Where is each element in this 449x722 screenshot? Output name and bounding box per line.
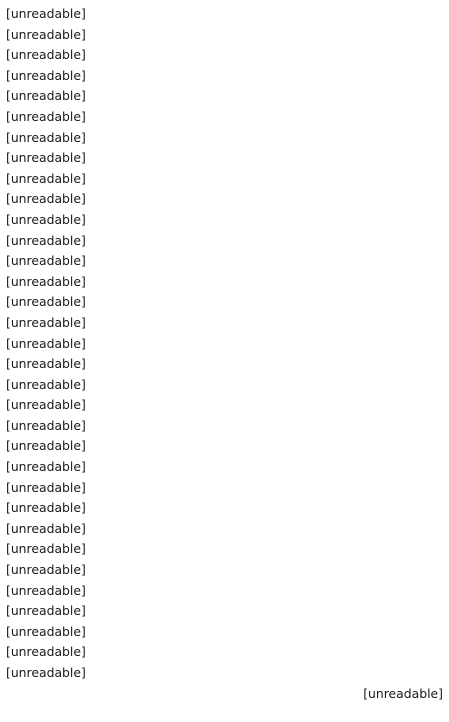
article-line: [unreadable] — [6, 479, 86, 495]
article-line: [unreadable] — [6, 459, 86, 475]
article-line: [unreadable] — [6, 6, 86, 21]
article-line: [unreadable] — [6, 397, 86, 413]
article-line: [unreadable] — [6, 294, 86, 310]
article-line: [unreadable] — [6, 665, 86, 680]
article-line: [unreadable] — [6, 26, 86, 42]
article-line: [unreadable] — [6, 520, 86, 536]
article-line: [unreadable] — [6, 67, 86, 83]
article-line: [unreadable] — [6, 129, 86, 145]
article-line: [unreadable] — [6, 376, 86, 392]
article-line: [unreadable] — [6, 232, 86, 248]
article-line: [unreadable] — [6, 623, 86, 639]
article-line: [unreadable] — [6, 417, 86, 433]
article-line: [unreadable] — [6, 273, 86, 289]
article-line: [unreadable] — [6, 438, 86, 454]
article-line: [unreadable] — [6, 253, 86, 269]
article-line: [unreadable] — [6, 211, 86, 227]
article-line: [unreadable] — [6, 170, 86, 186]
article-line: [unreadable] — [6, 47, 86, 63]
article-line: [unreadable] — [6, 562, 86, 578]
article-line: [unreadable] — [6, 88, 86, 104]
article-line: [unreadable] — [6, 603, 86, 619]
article-line: [unreadable] — [6, 335, 86, 351]
article-line: [unreadable] — [363, 685, 443, 701]
article-body — [6, 4, 443, 704]
article-line: [unreadable] — [6, 500, 86, 516]
article-line: [unreadable] — [6, 356, 86, 372]
article-line: [unreadable] — [6, 582, 86, 598]
article-line: [unreadable] — [6, 314, 86, 330]
article-line: [unreadable] — [6, 150, 86, 166]
article-line: [unreadable] — [6, 191, 86, 207]
article-line: [unreadable] — [6, 108, 86, 124]
article-line: [unreadable] — [6, 644, 86, 660]
article-line: [unreadable] — [6, 541, 86, 557]
